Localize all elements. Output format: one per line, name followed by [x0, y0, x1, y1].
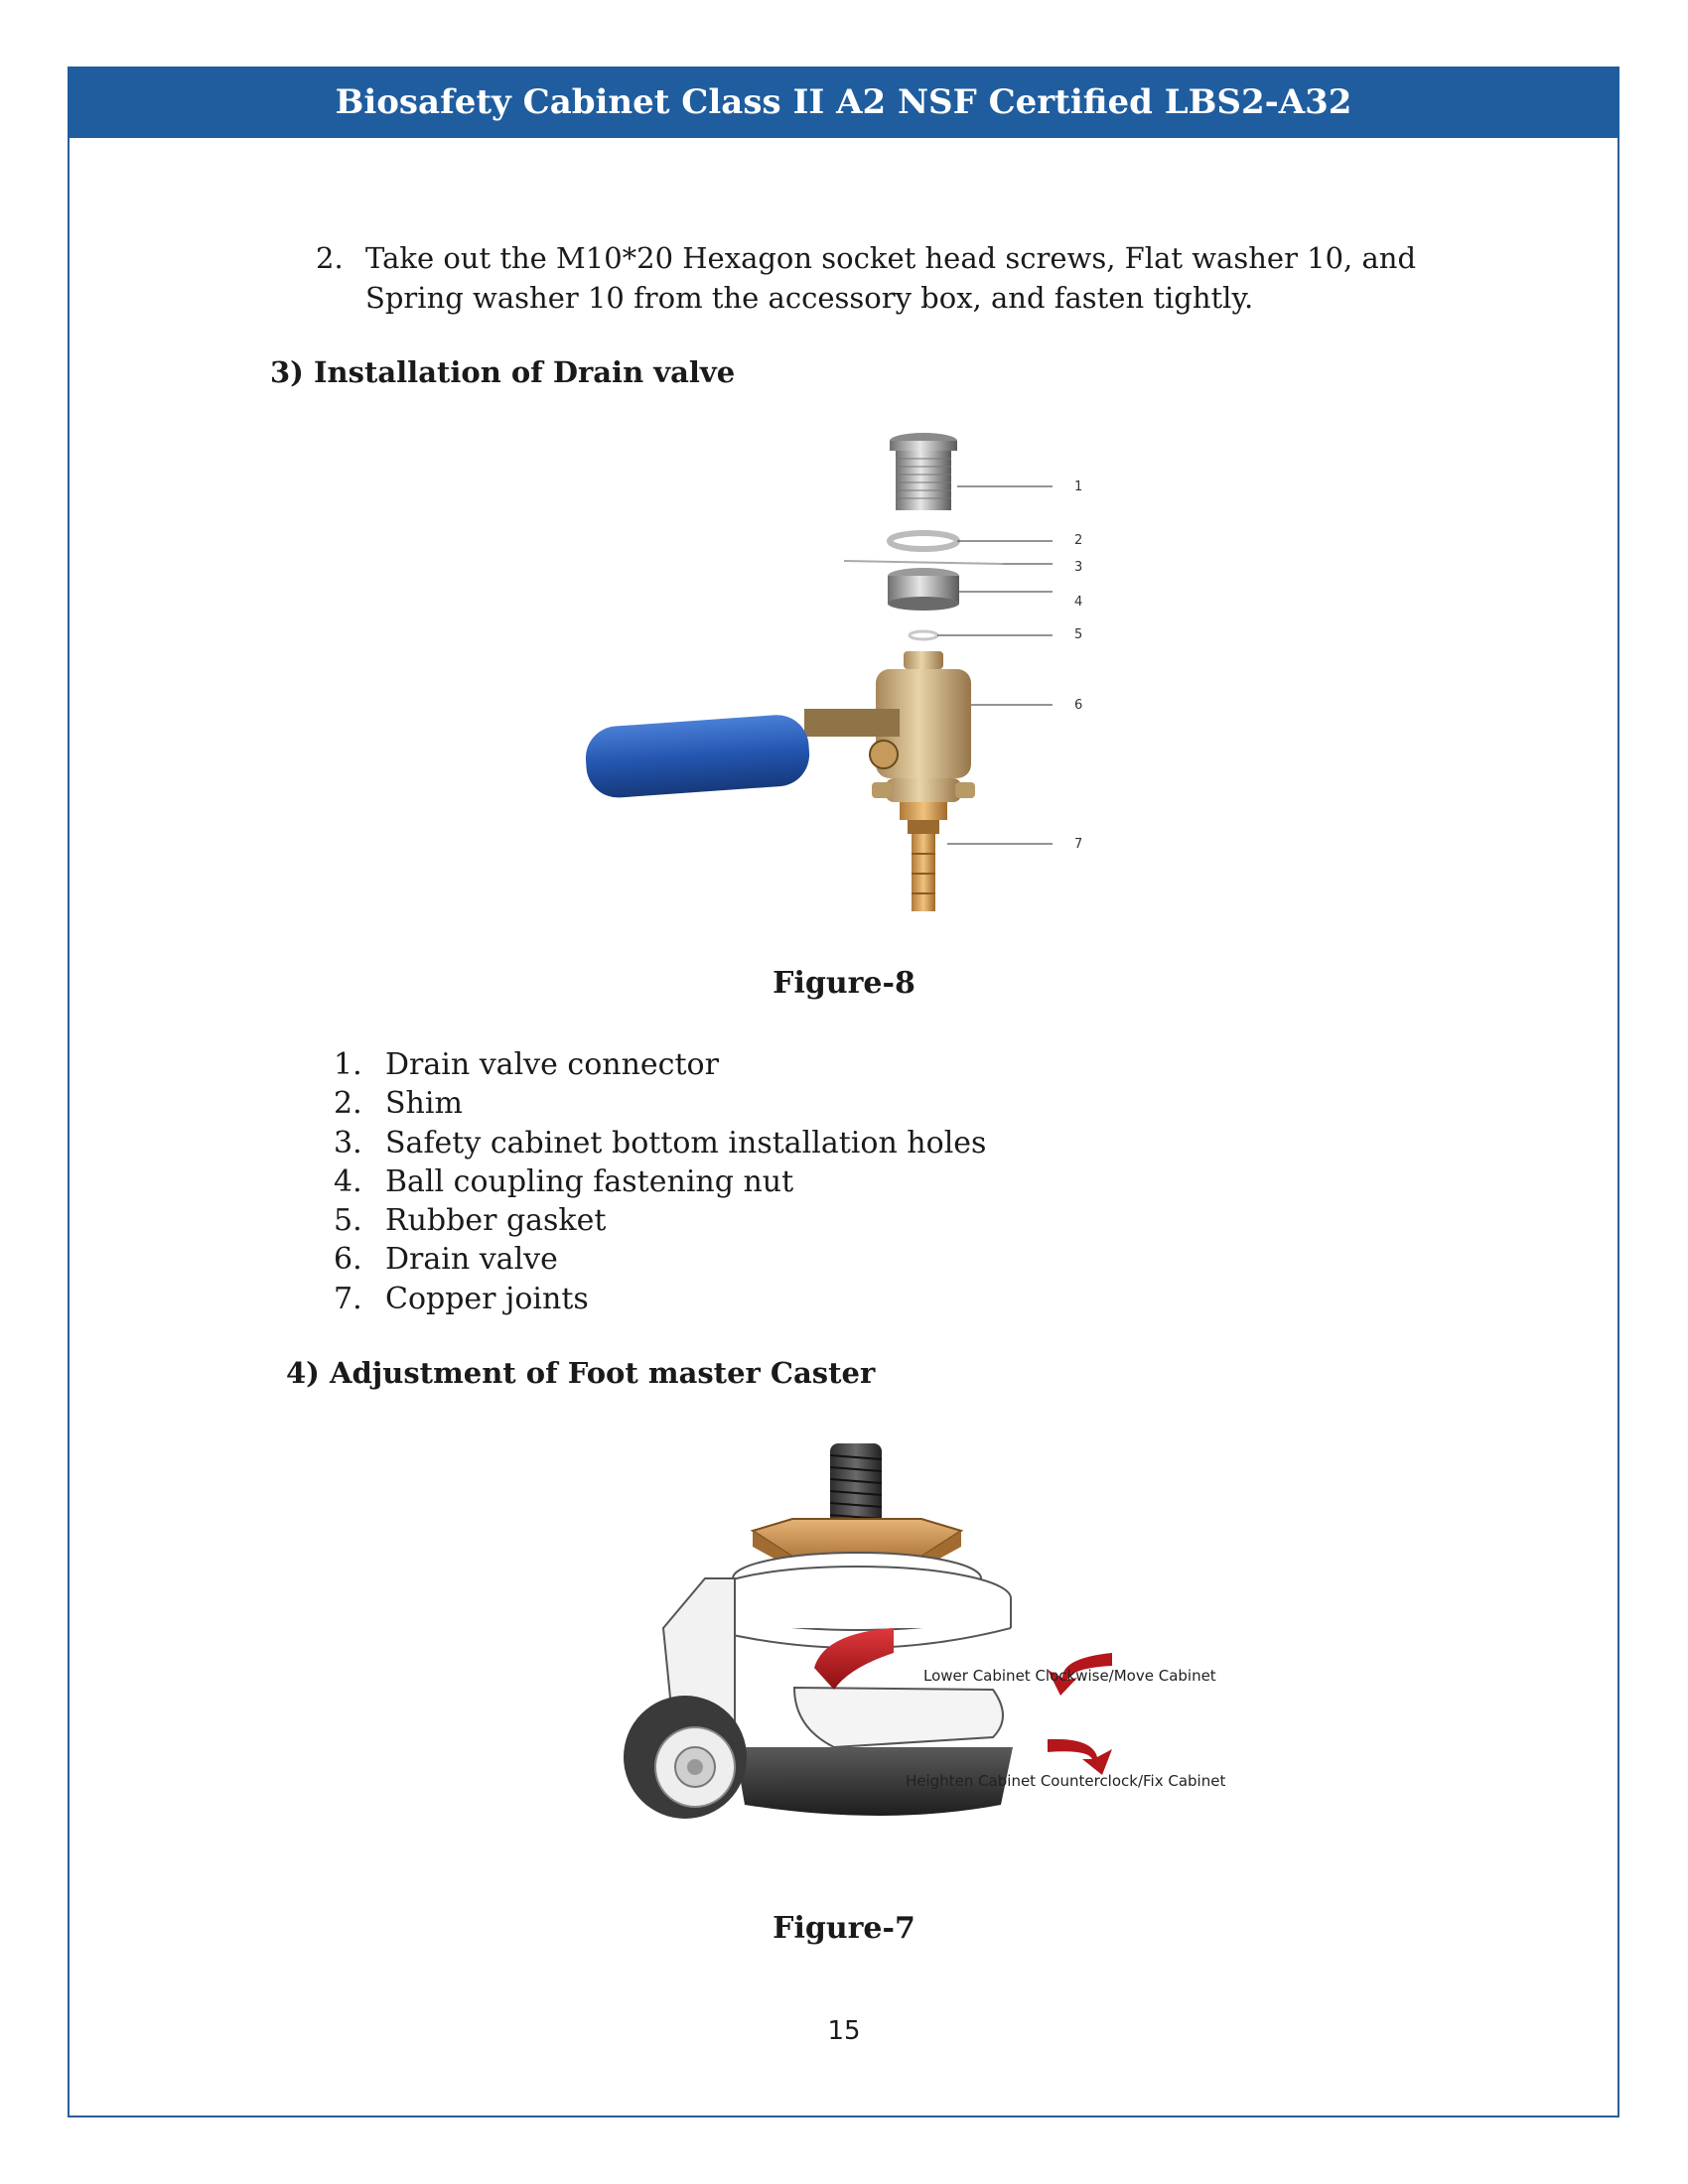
list-label: Shim [385, 1086, 463, 1122]
list-item [334, 1084, 986, 1123]
list-item [334, 1045, 986, 1084]
callout-1: 1 [1074, 479, 1083, 494]
installation-hole-line [844, 561, 1003, 564]
shim-part [890, 533, 957, 549]
list-label: Drain valve connector [385, 1047, 719, 1082]
heighten-cabinet-label: Heighten Cabinet Counterclock/Fix Cabinet [906, 1772, 1226, 1790]
hex-nut [753, 1519, 961, 1557]
parts-list [334, 1045, 986, 1318]
list-number: 3. [334, 1125, 362, 1160]
list-item [334, 1162, 986, 1201]
list-number: 7. [334, 1281, 362, 1316]
list-item [334, 1201, 986, 1240]
list-label: Copper joints [385, 1281, 589, 1316]
copper-joint-part [900, 802, 947, 911]
section-4-heading: 4) Adjustment of Foot master Caster [286, 1356, 876, 1390]
list-number: 6. [334, 1242, 362, 1278]
caster-figure [596, 1430, 1231, 1876]
list-number: 2. [334, 1086, 362, 1122]
drain-valve-figure [566, 427, 1122, 933]
list-number: 1. [334, 1047, 362, 1082]
list-number: 5. [334, 1203, 362, 1239]
list-label: Rubber gasket [385, 1203, 607, 1239]
list-item [334, 1240, 986, 1279]
callout-3: 3 [1074, 560, 1083, 575]
page-number: 15 [827, 2016, 861, 2046]
caster-wheel [624, 1696, 747, 1819]
gasket-part [910, 631, 937, 639]
list-label: Drain valve [385, 1242, 558, 1278]
list-label: Safety cabinet bottom installation holes [385, 1125, 987, 1160]
counterclockwise-arrow-icon [1048, 1739, 1112, 1775]
callout-4: 4 [1074, 595, 1083, 610]
list-item [334, 1280, 986, 1318]
figure-7-caption: Figure-7 [773, 1911, 915, 1946]
list-number: 4. [334, 1163, 362, 1199]
nut-part [888, 568, 959, 611]
callout-5: 5 [1074, 627, 1083, 642]
step-number: 2. [316, 241, 344, 275]
red-lever [814, 1628, 894, 1690]
callout-2: 2 [1074, 533, 1083, 548]
figure-8-caption: Figure-8 [773, 966, 915, 1001]
valve-handle [584, 709, 900, 800]
section-3-heading: 3) Installation of Drain valve [270, 355, 736, 389]
callout-7: 7 [1074, 837, 1083, 852]
connector-part [890, 433, 957, 510]
callout-6: 6 [1074, 698, 1083, 713]
lower-cabinet-label: Lower Cabinet Clockwise/Move Cabinet [923, 1667, 1216, 1685]
page-header: Biosafety Cabinet Class II A2 NSF Certified LBS2-A32 [68, 67, 1619, 138]
step-text: Take out the M10*20 Hexagon socket head screws, Flat washer 10, and Spring washer 10 from the accessory box, and fasten tightly. [365, 241, 1417, 315]
list-item [334, 1124, 986, 1162]
list-label: Ball coupling fastening nut [385, 1163, 794, 1199]
